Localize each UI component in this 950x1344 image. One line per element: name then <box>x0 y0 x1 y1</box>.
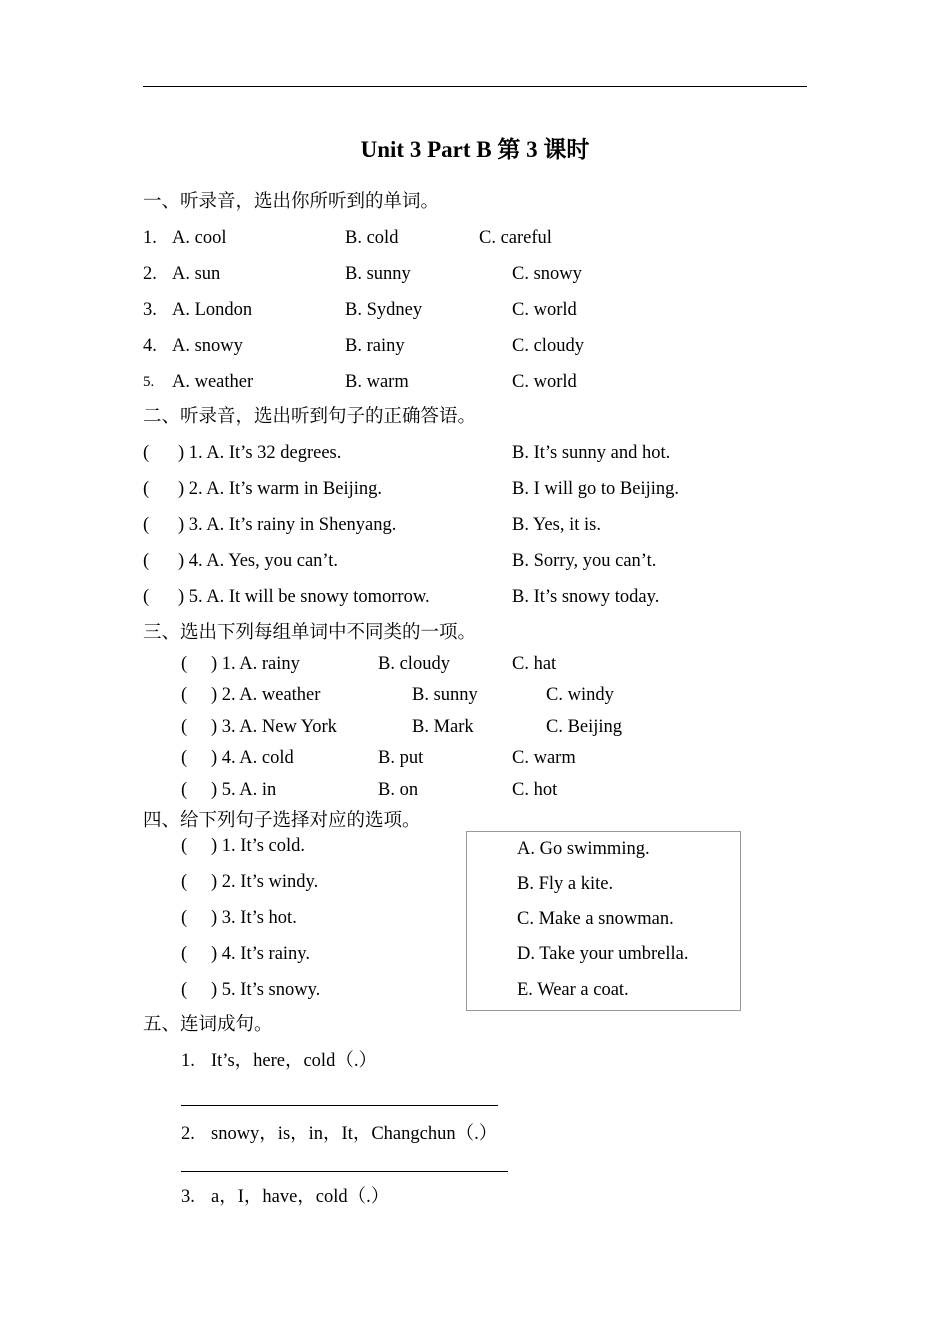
s5-row-1-num: 1. <box>181 1051 195 1071</box>
s5-row-3-words: a，I，have，cold（.） <box>211 1187 390 1207</box>
s3-row-4-option-a: ) 4. A. cold <box>211 748 294 768</box>
s2-row-3-paren: ( <box>143 515 150 535</box>
s5-row-3-num: 3. <box>181 1187 195 1207</box>
s3-row-2-paren: ( <box>181 685 188 705</box>
s1-row-1-num: 1. <box>143 228 157 248</box>
s3-row-1-paren: ( <box>181 654 188 674</box>
s1-row-4-option-b: B. rainy <box>345 336 405 356</box>
s4-row-1-question: ) 1. It’s cold. <box>211 836 306 856</box>
s3-row-5-paren: ( <box>181 780 188 800</box>
s2-row-4-question: ) 4. A. Yes, you can’t. <box>178 551 338 571</box>
page-title: Unit 3 Part B 第 3 课时 <box>360 137 590 162</box>
s3-row-2-option-c: C. windy <box>546 685 614 705</box>
header-rule <box>143 86 807 87</box>
s1-row-3-option-a: A. London <box>172 300 253 320</box>
section-5-heading: 五、连词成句。 <box>143 1015 273 1035</box>
s4-option-c: C. Make a snowman. <box>517 909 674 929</box>
s4-option-a: A. Go swimming. <box>517 839 650 859</box>
s2-row-4-option-b: B. Sorry, you can’t. <box>512 551 657 571</box>
s2-row-2-question: ) 2. A. It’s warm in Beijing. <box>178 479 382 499</box>
section-3-heading: 三、选出下列每组单词中不同类的一项。 <box>143 623 477 643</box>
s3-row-5-option-c: C. hot <box>512 780 558 800</box>
s3-row-2-option-b: B. sunny <box>412 685 478 705</box>
s2-row-5-option-b: B. It’s snowy today. <box>512 587 660 607</box>
s4-row-1-paren: ( <box>181 836 188 856</box>
s4-row-2-paren: ( <box>181 872 188 892</box>
s4-row-4-question: ) 4. It’s rainy. <box>211 944 310 964</box>
s2-row-1-question: ) 1. A. It’s 32 degrees. <box>178 443 342 463</box>
s3-row-5-option-a: ) 5. A. in <box>211 780 277 800</box>
s3-row-1-option-c: C. hat <box>512 654 557 674</box>
s3-row-5-option-b: B. on <box>378 780 419 800</box>
s1-row-4-option-c: C. cloudy <box>512 336 584 356</box>
s2-row-2-paren: ( <box>143 479 150 499</box>
s3-row-4-option-c: C. warm <box>512 748 576 768</box>
s1-row-2-option-c: C. snowy <box>512 264 582 284</box>
s4-row-5-paren: ( <box>181 980 188 1000</box>
s3-row-3-paren: ( <box>181 717 188 737</box>
s3-row-4-paren: ( <box>181 748 188 768</box>
s3-row-3-option-b: B. Mark <box>412 717 474 737</box>
s2-row-1-option-b: B. It’s sunny and hot. <box>512 443 671 463</box>
s1-row-1-option-a: A. cool <box>172 228 227 248</box>
section-4-heading: 四、给下列句子选择对应的选项。 <box>143 811 421 831</box>
s1-row-2-num: 2. <box>143 264 157 284</box>
section-1-heading: 一、听录音，选出你所听到的单词。 <box>143 192 440 212</box>
s3-row-1-option-b: B. cloudy <box>378 654 450 674</box>
s2-row-5-question: ) 5. A. It will be snowy tomorrow. <box>178 587 430 607</box>
s2-row-5-paren: ( <box>143 587 150 607</box>
s4-row-5-question: ) 5. It’s snowy. <box>211 980 321 1000</box>
s1-row-3-num: 3. <box>143 300 157 320</box>
s4-row-2-question: ) 2. It’s windy. <box>211 872 319 892</box>
s4-option-d: D. Take your umbrella. <box>517 944 689 964</box>
s5-row-2-words: snowy，is，in，It，Changchun（.） <box>211 1124 498 1144</box>
s4-option-e: E. Wear a coat. <box>517 980 629 1000</box>
s3-row-1-option-a: ) 1. A. rainy <box>211 654 300 674</box>
s3-row-3-option-a: ) 3. A. New York <box>211 717 337 737</box>
s4-row-4-paren: ( <box>181 944 188 964</box>
s3-row-4-option-b: B. put <box>378 748 424 768</box>
s1-row-1-option-c: C. careful <box>479 228 552 248</box>
s1-row-3-option-b: B. Sydney <box>345 300 423 320</box>
s1-row-5-option-b: B. warm <box>345 372 409 392</box>
s2-row-3-option-b: B. Yes, it is. <box>512 515 601 535</box>
s5-row-2-num: 2. <box>181 1124 195 1144</box>
s1-row-3-option-c: C. world <box>512 300 577 320</box>
s5-answer-line-2[interactable] <box>181 1171 508 1172</box>
s1-row-2-option-b: B. sunny <box>345 264 411 284</box>
s1-row-1-option-b: B. cold <box>345 228 399 248</box>
s1-row-5-option-c: C. world <box>512 372 577 392</box>
s2-row-3-question: ) 3. A. It’s rainy in Shenyang. <box>178 515 397 535</box>
s4-row-3-paren: ( <box>181 908 188 928</box>
s5-answer-line-1[interactable] <box>181 1105 498 1106</box>
s2-row-1-paren: ( <box>143 443 150 463</box>
s1-row-2-option-a: A. sun <box>172 264 221 284</box>
s2-row-4-paren: ( <box>143 551 150 571</box>
s1-row-5-option-a: A. weather <box>172 372 254 392</box>
s2-row-2-option-b: B. I will go to Beijing. <box>512 479 680 499</box>
s1-row-5-num: 5. <box>143 374 155 390</box>
s4-option-b: B. Fly a kite. <box>517 874 614 894</box>
s3-row-2-option-a: ) 2. A. weather <box>211 685 321 705</box>
s1-row-4-option-a: A. snowy <box>172 336 243 356</box>
s4-row-3-question: ) 3. It’s hot. <box>211 908 297 928</box>
s3-row-3-option-c: C. Beijing <box>546 717 623 737</box>
s5-row-1-words: It’s，here，cold（.） <box>211 1051 377 1071</box>
section-2-heading: 二、听录音，选出听到句子的正确答语。 <box>143 407 477 427</box>
s1-row-4-num: 4. <box>143 336 157 356</box>
